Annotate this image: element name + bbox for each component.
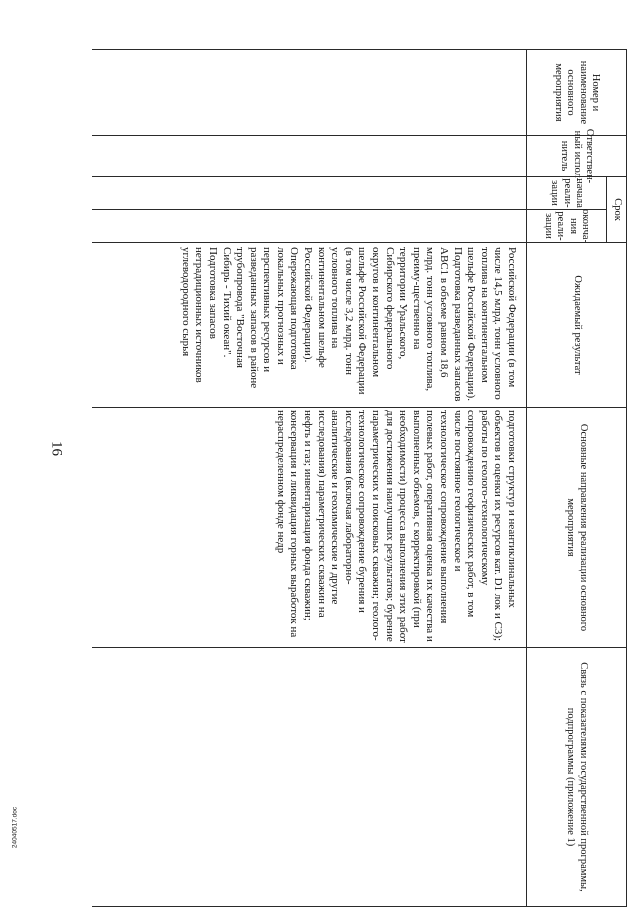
- header-term: Срок: [607, 176, 627, 242]
- header-term-end: оконча-ния реали-зации: [527, 209, 607, 242]
- header-directions: Основные направления реализации основного мероприятия: [527, 407, 627, 647]
- header-number-name: Номер и наименование основного мероприятия: [527, 49, 627, 135]
- executor-cell: [92, 135, 527, 176]
- term-end-cell: [92, 209, 527, 242]
- header-term-start: начала реали-зации: [527, 176, 607, 209]
- header-executor: Ответствен-ный испол-нитель: [527, 135, 627, 176]
- directions-text: подготовки структур и неантиклинальных объектов и оценки их ресурсов кат. D1 лок и C3); работы по геолого-технологическому сопровождению геофизических работ, в том числе постоянное геологическое и технологическое сопровождение выполнения полевых работ, оперативная оценка их качества и выполненных объемов, с корректировкой (при необходимости) процесса выполнения этих работ для достижения наилучших результатов; бурение параметрических и поисковых скважин; геолого-технологическое сопровождение бурения и исследования (включая лабораторно-аналитические и геохимические и другие исследования) параметрических скважин на нефть и газ; инвентаризация фонда скважин; консервация и ликвидация горных выработок на нераспределенном фонде недр: [92, 407, 527, 647]
- link-cell: [92, 647, 527, 907]
- number-name-divider: [92, 49, 527, 135]
- rotated-page-content: [92, 49, 627, 907]
- header-link: Связь с показателями государственной программы, подпрограммы (приложение 1): [527, 647, 627, 907]
- activity-table: [92, 49, 627, 907]
- result-text: Российской Федерации (в том числе 14,5 млрд. тонн условного топлива на континентальном шельфе Российской Федерации). Подготовка разведанных запасов АВС1 в объеме равном 18,6 млрд. тонн условного топлива, преиму-щественно на территории Уральского, Сибирского федерального округов и континентальном шельфе Российской Федерации (в том числе 3,2 млрд. тонн условного топлива на континентальном шельфе Российской Федерации). Опережающая подготовка локальных прогнозных и перспективных ресурсов и разведанных запасов в районе трубопровода "Восточная Сибирь - Тихий океан". Подготовка запасов нетрадиционных источников углеводородного сырья: [92, 242, 527, 407]
- term-start-cell: [92, 176, 527, 209]
- header-result: Ожидаемый результат: [527, 242, 627, 407]
- page-number: 16: [48, 441, 65, 456]
- file-name: 24040517.doc: [11, 806, 19, 849]
